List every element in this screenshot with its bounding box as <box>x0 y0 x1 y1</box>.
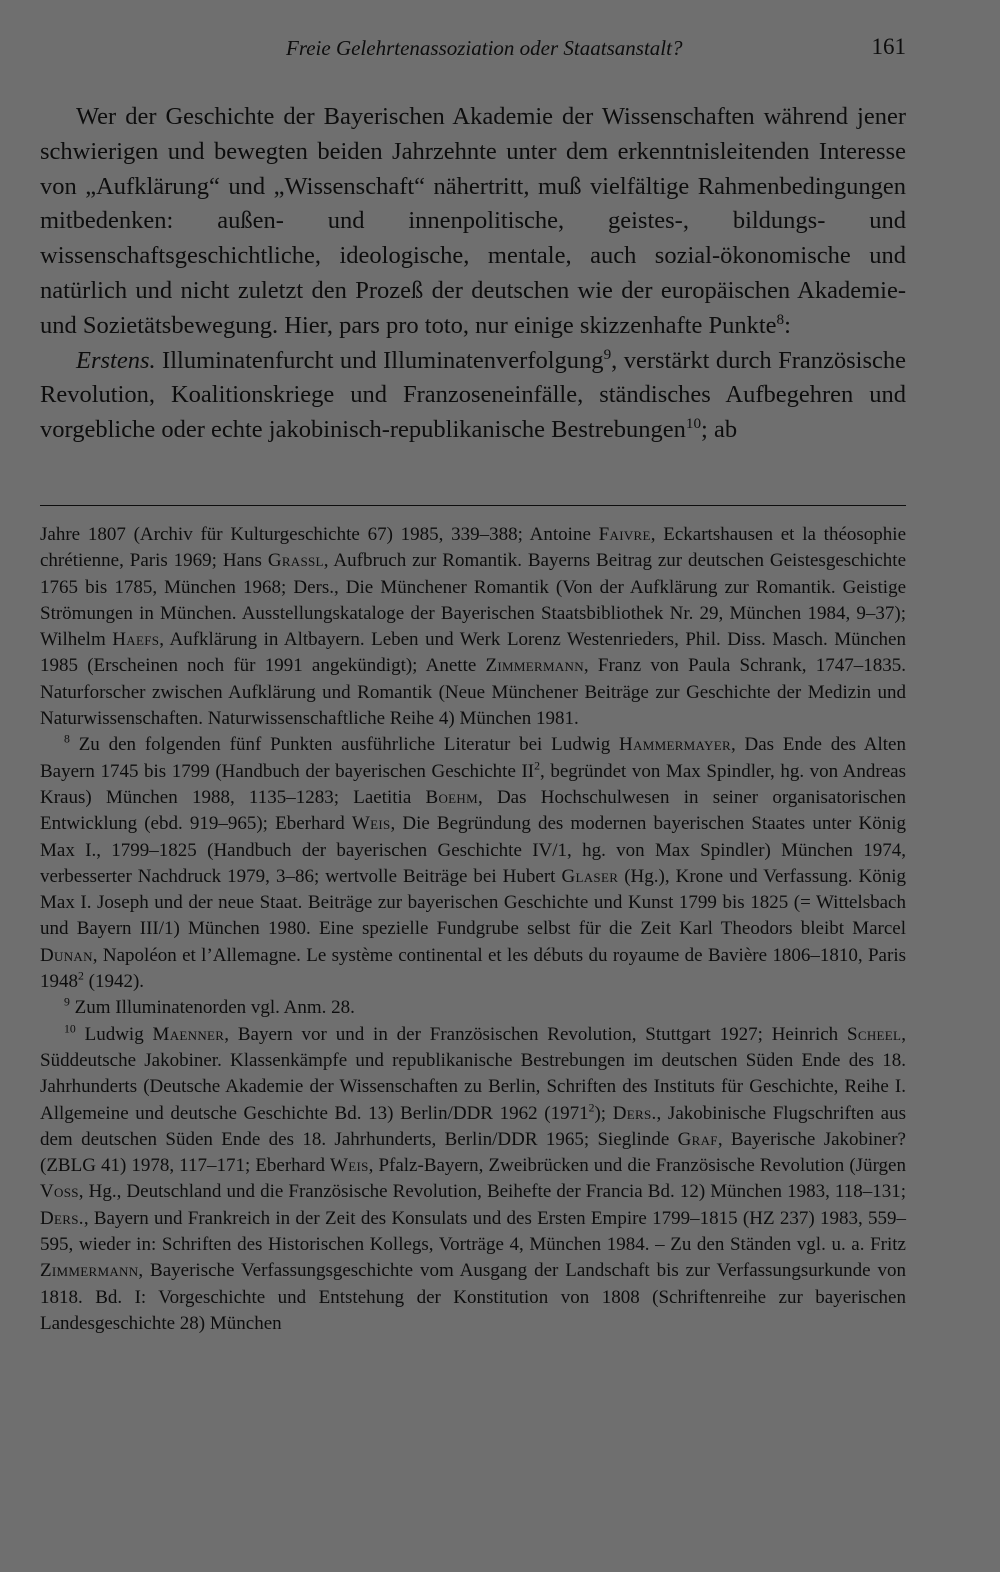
fn-text: , Das Hochschulwesen in seiner organisatorischen Entwicklung (ebd. 919–965); Eberhard <box>40 786 906 835</box>
fn-text: , Aufklärung in Altbayern. Leben und Werk Lorenz Westenrieders, Phil. Diss. Masch. München 1985 (Erscheinen noch für 1991 angekündigt); Anette <box>40 629 906 677</box>
footnote-continued <box>40 522 906 732</box>
fn-text: , Eckartshausen et la théosophie chrétienne, Paris 1969; Hans <box>40 524 906 572</box>
fn-text: , Jakobinische Flugschriften aus dem deutschen Süden Ende des 18. Jahrhunderts, Berlin/DDR 1965; Sieglinde <box>40 1102 906 1150</box>
footnote-10 <box>40 1022 906 1338</box>
fn-text: Jahre 1807 (Archiv für Kulturgeschichte 67) 1985, 339–388; Antoine <box>40 524 599 545</box>
footnote-ref-8[interactable]: 8 <box>776 310 785 328</box>
fn-text: ); <box>594 1102 613 1124</box>
author-name: Zimmermann <box>40 1260 139 1282</box>
fn-text: , Bayerische Jakobiner? (ZBLG 41) 1978, 117–171; Eberhard <box>40 1128 906 1177</box>
fn-text: , Franz von Paula Schrank, 1747–1835. Naturforscher zwischen Aufklärung und Romantik (Neue Münchener Beiträge zur Geschichte der Medizin und Naturwissenschaften. Naturwissenschaftliche Reihe 4) München 1981. <box>40 655 907 730</box>
fn-text: Ludwig <box>75 1023 153 1045</box>
fn-text: , Bayern und Frankreich in der Zeit des Konsulats und des Ersten Empire 1799–1815 (HZ 237) 1983, 559–595, wieder in: Schriften des Historischen Kollegs, Vorträge 4, München 1984. – Zu den Ständen vgl. u. a. Fritz <box>40 1207 906 1256</box>
fn-text: Zu den folgenden fünf Punkten ausführliche Literatur bei Ludwig <box>69 734 620 756</box>
paragraph-intro-end: : <box>784 311 791 339</box>
paragraph-lead-word: Erstens. <box>76 346 156 374</box>
fn-text: , Napoléon et l’Allemagne. Le système continental et les débuts du royaume de Bavière 1806–1810, Paris 1948 <box>40 944 906 993</box>
author-name: Ders. <box>612 1102 657 1124</box>
author-name: Graf <box>677 1128 718 1150</box>
author-name: Weis <box>351 813 391 835</box>
author-name: Grassl <box>267 550 324 572</box>
fn-text: (1942). <box>83 971 145 993</box>
author-name: Dunan <box>40 944 93 966</box>
edition-superscript: 2 <box>534 759 541 773</box>
author-name: Scheel <box>847 1023 902 1045</box>
author-name: Glaser <box>561 865 619 887</box>
fn-text: (Hg.), Krone und Verfassung. König Max I. Joseph und der neue Staat. Beiträge zur bayerischen Geschichte und Kunst 1799 bis 1825 (= Wittelsbach und Bayern III/1) München 1980. Eine spezielle Fundgrube selbst für die Zeit Karl Theodors bleibt Marcel <box>40 865 906 940</box>
main-text <box>40 100 906 448</box>
footnote-separator <box>40 505 906 506</box>
author-name: Zimmermann <box>485 655 584 677</box>
author-name: Maenner <box>152 1023 225 1045</box>
footnote-8 <box>40 732 906 995</box>
author-name: Voss <box>40 1181 79 1203</box>
author-name: Weis <box>330 1155 369 1177</box>
footnote-ref-9[interactable]: 9 <box>603 345 612 363</box>
running-head-title: Freie Gelehrtenassoziation oder Staatsanstalt? <box>286 36 683 60</box>
fn-text: , begründet von Max Spindler, hg. von Andreas Kraus) München 1988, 1135–1283; Laetitia <box>40 760 906 808</box>
fn-text: , Das Ende des Alten Bayern 1745 bis 1799 (Handbuch der bayerischen Geschichte II <box>40 734 906 782</box>
running-head <box>40 32 906 68</box>
paragraph-intro <box>40 100 906 344</box>
author-name: Haefs <box>112 629 160 651</box>
paragraph-erstens-text-a: Illuminatenfurcht und Illuminatenverfolgung <box>155 346 604 374</box>
paragraph-erstens <box>40 344 906 448</box>
footnote-number: 9 <box>64 996 70 1010</box>
author-name: Ders. <box>40 1207 84 1229</box>
fn-text: , Hg., Deutschland und die Französische Revolution, Beihefte der Francia Bd. 12) München 1983, 118–131; <box>78 1181 906 1203</box>
fn-text: , Pfalz-Bayern, Zweibrücken und die Französische Revolution (Jürgen <box>368 1155 906 1177</box>
paragraph-erstens-text-c: ; ab <box>701 416 738 444</box>
fn-text: , Süddeutsche Jakobiner. Klassenkämpfe und republikanische Bestrebungen im deutschen Süden Ende des 18. Jahrhunderts (Deutsche Akademie der Wissenschaften zu Berlin, Schriften des Instituts für Geschichte, Reihe I. Allgemeine und deutsche Geschichte Bd. 13) Berlin/DDR 1962 (1971 <box>40 1023 907 1124</box>
paragraph-erstens-text-b: , verstärkt durch Französische Revolution, Koalitionskriege und Franzoseneinfälle, ständisches Aufbegehren und vorgebliche oder echte jakobinisch-republikanische Bestrebungen <box>40 346 906 444</box>
footnote-number: 10 <box>64 1022 76 1036</box>
author-name: Boehm <box>425 786 478 808</box>
fn-text: , Bayerische Verfassungsgeschichte vom Ausgang der Landschaft bis zur Verfassungsurkunde von 1818. Bd. I: Vorgeschichte und Entstehung der Konstitution von 1808 (Schriftenreihe zur bayerischen Landesgeschichte 28) München <box>40 1260 906 1334</box>
page-number: 161 <box>871 34 906 59</box>
fn-text: , Aufbruch zur Romantik. Bayerns Beitrag zur deutschen Geistesgeschichte 1765 bis 1785, München 1968; Ders., Die Münchener Romantik (Von der Aufklärung zur Romantik. Geistige Strömungen in München. Ausstellungskataloge der Bayerischen Staatsbibliothek Nr. 29, München 1984, 9–37); Wilhelm <box>40 550 907 651</box>
edition-superscript: 2 <box>588 1101 595 1115</box>
fn-text: , Die Begründung des modernen bayerischen Staates unter König Max I., 1799–1825 (Handbuch der bayerischen Geschichte IV/1, hg. von Max Spindler) München 1974, verbesserter Nachdruck 1979, 3–86; wertvolle Beiträge bei Hubert <box>40 813 906 887</box>
footnote-ref-10[interactable]: 10 <box>685 415 702 433</box>
footnote-9 <box>40 995 906 1021</box>
author-name: Hammermayer <box>619 734 731 756</box>
footnotes <box>40 522 906 1337</box>
fn-text: , Bayern vor und in der Französischen Revolution, Stuttgart 1927; Heinrich <box>224 1023 848 1045</box>
fn-text: Zum Illuminatenorden vgl. Anm. 28. <box>69 997 355 1019</box>
edition-superscript: 2 <box>78 969 84 983</box>
author-name: Faivre <box>598 524 651 545</box>
paragraph-intro-text: Wer der Geschichte der Bayerischen Akademie der Wissenschaften während jener schwierigen und bewegten beiden Jahrzehnte unter dem erkenntnisleitenden Interesse von „Aufklärung“ und „Wissenschaft“ nähertritt, muß vielfältige Rahmenbedingungen mitbedenken: außen- und innenpolitische, geistes-, bildungs- und wissenschaftsgeschichtliche, ideologische, mentale, auch sozial-ökonomische und natürlich und nicht zuletzt den Prozeß der deutschen wie der europäischen Akademie- und Sozietätsbewegung. Hier, pars pro toto, nur einige skizzenhafte Punkte <box>40 103 906 339</box>
footnote-number: 8 <box>64 733 70 747</box>
